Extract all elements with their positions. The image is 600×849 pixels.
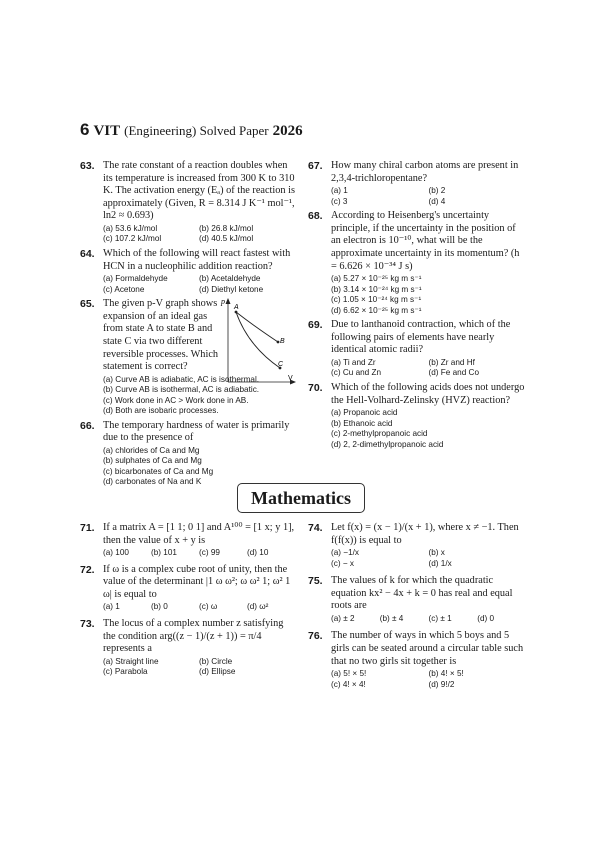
book-code: VIT (93, 123, 121, 139)
option-d[interactable]: (d) 0 (477, 613, 495, 623)
option-a[interactable]: (a) −1/x (331, 548, 359, 558)
option-c[interactable]: (c) Acetone (103, 284, 145, 294)
right-column (308, 160, 526, 453)
option-b[interactable]: (b) Acetaldehyde (199, 274, 261, 284)
question-number: 73. (80, 617, 95, 630)
question-number: 72. (80, 563, 95, 576)
question-72 (80, 564, 295, 613)
option-c[interactable]: (c) Work done in AC > Work done in AB. (103, 395, 249, 405)
options (103, 657, 295, 678)
option-b[interactable]: (b) Ethanoic acid (331, 418, 393, 428)
option-a[interactable]: (a) Propanoic acid (331, 408, 398, 418)
question-stem: If ω is a complex cube root of unity, then the value of the determinant |1 ω ω²; ω ω² 1; ω² 1 ω| is equal to (103, 563, 291, 600)
graph-b-label: B (280, 338, 285, 346)
option-a[interactable]: (a) 53.6 kJ/mol (103, 223, 158, 233)
graph-v-label: V (288, 375, 293, 383)
book-year: 2026 (272, 123, 303, 139)
option-a[interactable]: (a) Straight line (103, 656, 159, 666)
option-a[interactable]: (a) 100 (103, 548, 129, 558)
question-number: 67. (308, 160, 323, 172)
question-number: 68. (308, 210, 323, 223)
question-stem: The temporary hardness of water is primarily due to the presence of (103, 419, 290, 444)
option-b[interactable]: (b) Zr and Hf (428, 357, 475, 367)
option-d[interactable]: (d) Ellipse (199, 667, 236, 677)
question-stem: Which of the following acids does not undergo the Hell-Volhard-Zelinsky (HVZ) reaction? (331, 381, 525, 406)
option-b[interactable]: (b) 3.14 × 10⁻²⁴ kg m s⁻¹ (331, 284, 422, 294)
options (331, 186, 526, 207)
option-d[interactable]: (d) Both are isobaric processes. (103, 406, 219, 416)
option-a[interactable]: (a) ± 2 (331, 613, 355, 623)
question-stem: Which of the following will react fastest with HCN in a nucleophilic addition reaction? (103, 247, 291, 272)
math-right-column (308, 522, 526, 693)
option-d[interactable]: (d) carbonates of Na and K (103, 477, 202, 487)
question-stem: How many chiral carbon atoms are present in 2,3,4-trichloropentane? (331, 160, 519, 184)
question-stem: The values of k for which the quadratic equation kx² − 4x + k = 0 has real and equal roots are (331, 575, 513, 612)
options (331, 548, 526, 569)
option-c[interactable]: (c) ± 1 (428, 613, 452, 623)
question-67 (308, 160, 526, 207)
question-stem: The locus of a complex number z satisfying the condition arg((z − 1)/(z + 1)) = π/4 represents a (103, 617, 284, 655)
option-a[interactable]: (a) 1 (331, 186, 348, 196)
question-stem: According to Heisenberg's uncertainty principle, if the uncertainty in the position of an electron is 10⁻¹⁰, what will be the approximate uncertainty in its momentum? (h = 6.626 × 10⁻³⁴ J s) (331, 210, 520, 272)
question-66 (80, 420, 295, 488)
graph-a-label: A (234, 304, 239, 312)
option-d[interactable]: (d) 10 (247, 548, 269, 558)
option-c[interactable]: (c) 99 (199, 548, 220, 558)
option-d[interactable]: (d) ω² (247, 602, 269, 612)
option-b[interactable]: (b) 26.8 kJ/mol (199, 223, 254, 233)
page-number: 6 (80, 120, 90, 139)
question-stem: The given p-V graph shows expansion of an ideal gas from state A to state B and state C via two different reversible processes. Which statement is correct? (103, 298, 219, 373)
question-number: 65. (80, 298, 95, 311)
question-73 (80, 618, 295, 678)
option-c[interactable]: (c) Parabola (103, 667, 148, 677)
option-b[interactable]: (b) Circle (199, 656, 233, 666)
option-c[interactable]: (c) − x (331, 558, 354, 568)
option-c[interactable]: (c) 1.05 × 10⁻²⁴ kg m s⁻¹ (331, 295, 422, 305)
options (103, 602, 295, 613)
option-d[interactable]: (d) 2, 2-dimethylpropanoic acid (331, 439, 444, 449)
question-stem: Let f(x) = (x − 1)/(x + 1), where x ≠ −1. Then f(f(x)) is equal to (331, 522, 519, 546)
question-68 (308, 210, 526, 316)
page-header (80, 120, 303, 140)
options (331, 358, 526, 379)
option-c[interactable]: (c) ω (199, 602, 218, 612)
option-d[interactable]: (d) Fe and Co (428, 368, 480, 378)
option-b[interactable]: (b) sulphates of Ca and Mg (103, 456, 202, 466)
question-number: 74. (308, 522, 323, 534)
section-title: Mathematics (237, 483, 365, 513)
option-b[interactable]: (b) 4! × 5! (428, 669, 464, 679)
option-b[interactable]: (b) 101 (151, 548, 177, 558)
option-b[interactable]: (b) ± 4 (379, 613, 404, 623)
question-number: 66. (80, 419, 95, 432)
option-d[interactable]: (d) 9!/2 (428, 679, 455, 689)
pv-graph (220, 296, 298, 388)
option-c[interactable]: (c) Cu and Zn (331, 368, 382, 378)
question-number: 75. (308, 575, 323, 588)
question-71 (80, 522, 295, 559)
options (103, 274, 295, 295)
left-column (80, 160, 295, 491)
question-stem: If a matrix A = [1 1; 0 1] and A¹⁰⁰ = [1 x; y 1], then the value of x + y is (103, 522, 295, 546)
options (103, 446, 295, 488)
option-a[interactable]: (a) Ti and Zr (331, 357, 376, 367)
option-c[interactable]: (c) bicarbonates of Ca and Mg (103, 466, 214, 476)
option-d[interactable]: (d) 4 (428, 196, 446, 206)
question-number: 64. (80, 247, 95, 260)
options (331, 614, 526, 625)
question-70 (308, 382, 526, 450)
options (103, 548, 295, 559)
option-c[interactable]: (c) 3 (331, 196, 348, 206)
option-a[interactable]: (a) Curve AB is adiabatic, AC is isothermal. (103, 374, 260, 384)
question-number: 70. (308, 381, 323, 394)
question-stem: The number of ways in which 5 boys and 5 girls can be seated around a circular table such that no two girls sit together is (331, 630, 524, 667)
option-a[interactable]: (a) 5! × 5! (331, 669, 367, 679)
question-74 (308, 522, 526, 569)
question-stem: The rate constant of a reaction doubles when its temperature is increased from 300 K to 310 K. The activation energy (Eₐ) of the reaction is approximately (Given, R = 8.314 J K⁻¹ mol⁻¹, ln2 ≈ 0.693) (103, 160, 296, 222)
question-number: 76. (308, 630, 323, 643)
options (103, 224, 295, 245)
option-d[interactable]: (d) 1/x (428, 558, 452, 568)
question-number: 63. (80, 160, 95, 172)
options (331, 274, 526, 316)
question-stem: Due to lanthanoid contraction, which of the following pairs of elements have nearly identical atomic radii? (331, 319, 511, 356)
option-a[interactable]: (a) chlorides of Ca and Mg (103, 445, 200, 455)
option-b[interactable]: (b) 0 (151, 602, 168, 612)
options (331, 408, 526, 450)
option-d[interactable]: (d) 40.5 kJ/mol (199, 234, 254, 244)
question-64 (80, 248, 295, 295)
option-d[interactable]: (d) Diethyl ketone (199, 284, 264, 294)
option-c[interactable]: (c) 4! × 4! (331, 679, 366, 689)
question-number: 69. (308, 319, 323, 332)
option-a[interactable]: (a) 5.27 × 10⁻²⁵ kg m s⁻¹ (331, 274, 422, 284)
option-c[interactable]: (c) 2-methylpropanoic acid (331, 429, 428, 439)
graph-c-label: C (278, 361, 284, 369)
question-65 (80, 298, 295, 417)
options (331, 669, 526, 690)
option-b[interactable]: (b) x (428, 548, 445, 558)
question-75 (308, 575, 526, 624)
question-number: 71. (80, 522, 95, 534)
option-a[interactable]: (a) Formaldehyde (103, 274, 168, 284)
option-c[interactable]: (c) 107.2 kJ/mol (103, 234, 162, 244)
question-63 (80, 160, 295, 245)
question-69 (308, 319, 526, 379)
graph-p-label: p (221, 297, 225, 307)
option-b[interactable]: (b) 2 (428, 186, 446, 196)
book-subtitle: (Engineering) Solved Paper (124, 123, 269, 138)
option-a[interactable]: (a) 1 (103, 602, 120, 612)
option-d[interactable]: (d) 6.62 × 10⁻²⁵ kg m s⁻¹ (331, 305, 422, 315)
question-76 (308, 630, 526, 690)
option-b[interactable]: (b) Curve AB is isothermal, AC is adiabatic. (103, 385, 260, 395)
math-left-column (80, 522, 295, 681)
